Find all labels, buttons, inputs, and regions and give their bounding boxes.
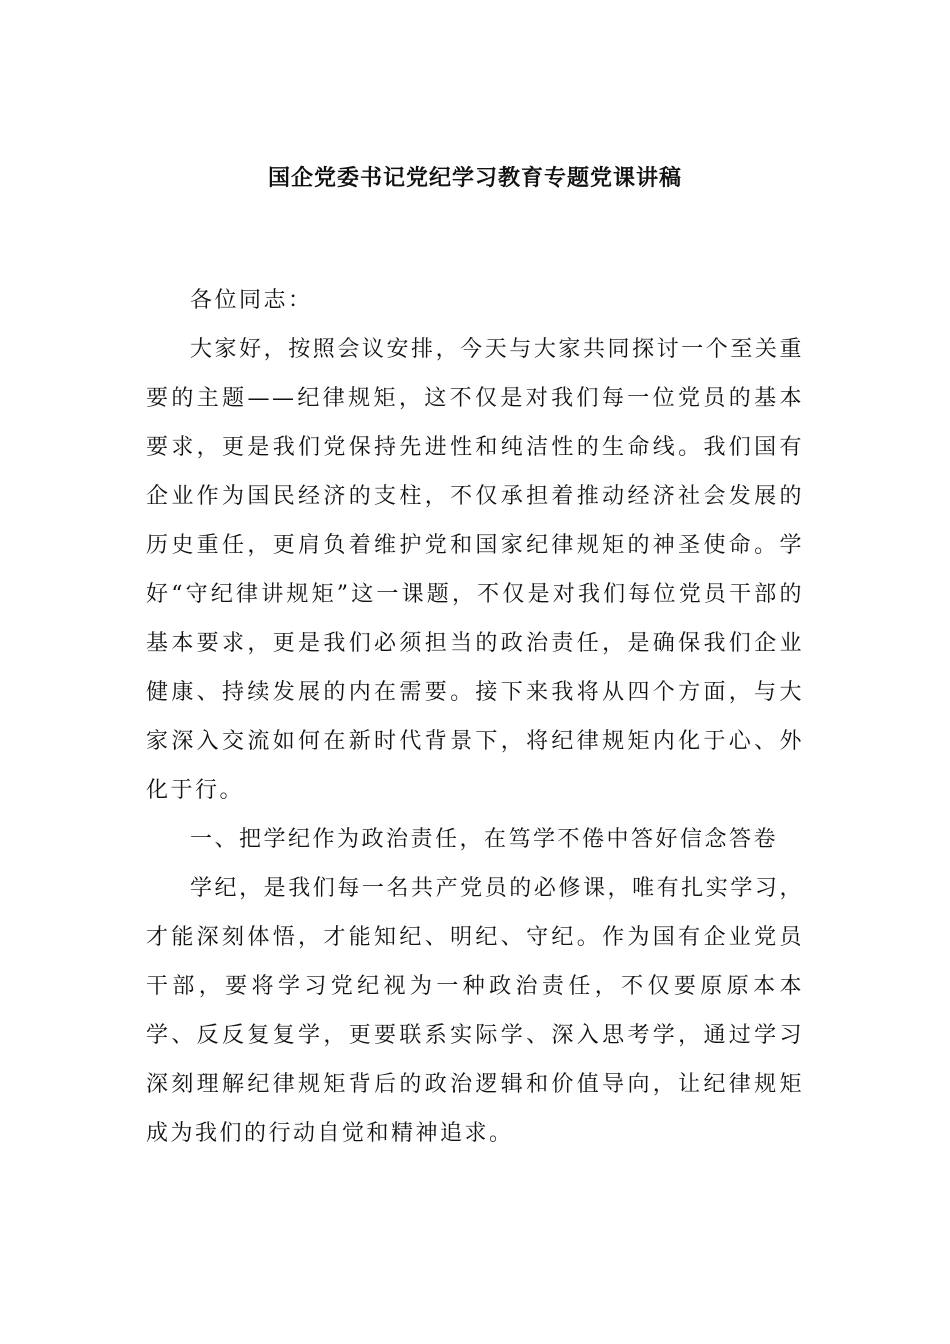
intro-paragraph: 大家好，按照会议安排，今天与大家共同探讨一个至关重要的主题——纪律规矩，这不仅是对我们每一位党员的基本要求，更是我们党保持先进性和纯洁性的生命线。我们国有企业作为国民经济的支柱，不仅承担着推动经济社会发展的历史重任，更肩负着维护党和国家纪律规矩的神圣使命。学好“守纪律讲规矩”这一课题，不仅是对我们每位党员干部的基本要求，更是我们必须担当的政治责任，是确保我们企业健康、持续发展的内在需要。接下来我将从四个方面，与大家深入交流如何在新时代背景下，将纪律规矩内化于心、外化于行。 [146, 337, 804, 803]
section-1-paragraph: 学纪，是我们每一名共产党员的必修课，唯有扎实学习，才能深刻体悟，才能知纪、明纪、守纪。作为国有企业党员干部，要将学习党纪视为一种政治责任，不仅要原原本本学、反反复复学，更要联系实际学、深入思考学，通过学习深刻理解纪律规矩背后的政治逻辑和价值导向，让纪律规矩成为我们的行动自觉和精神追求。 [146, 876, 804, 1146]
document-title: 国企党委书记党纪学习教育专题党课讲稿 [267, 165, 682, 191]
greeting-paragraph: 各位同志： [190, 288, 313, 313]
section-heading-1: 一、把学纪作为政治责任，在笃学不倦中答好信念答卷 [190, 827, 779, 852]
document-body [146, 276, 804, 1158]
